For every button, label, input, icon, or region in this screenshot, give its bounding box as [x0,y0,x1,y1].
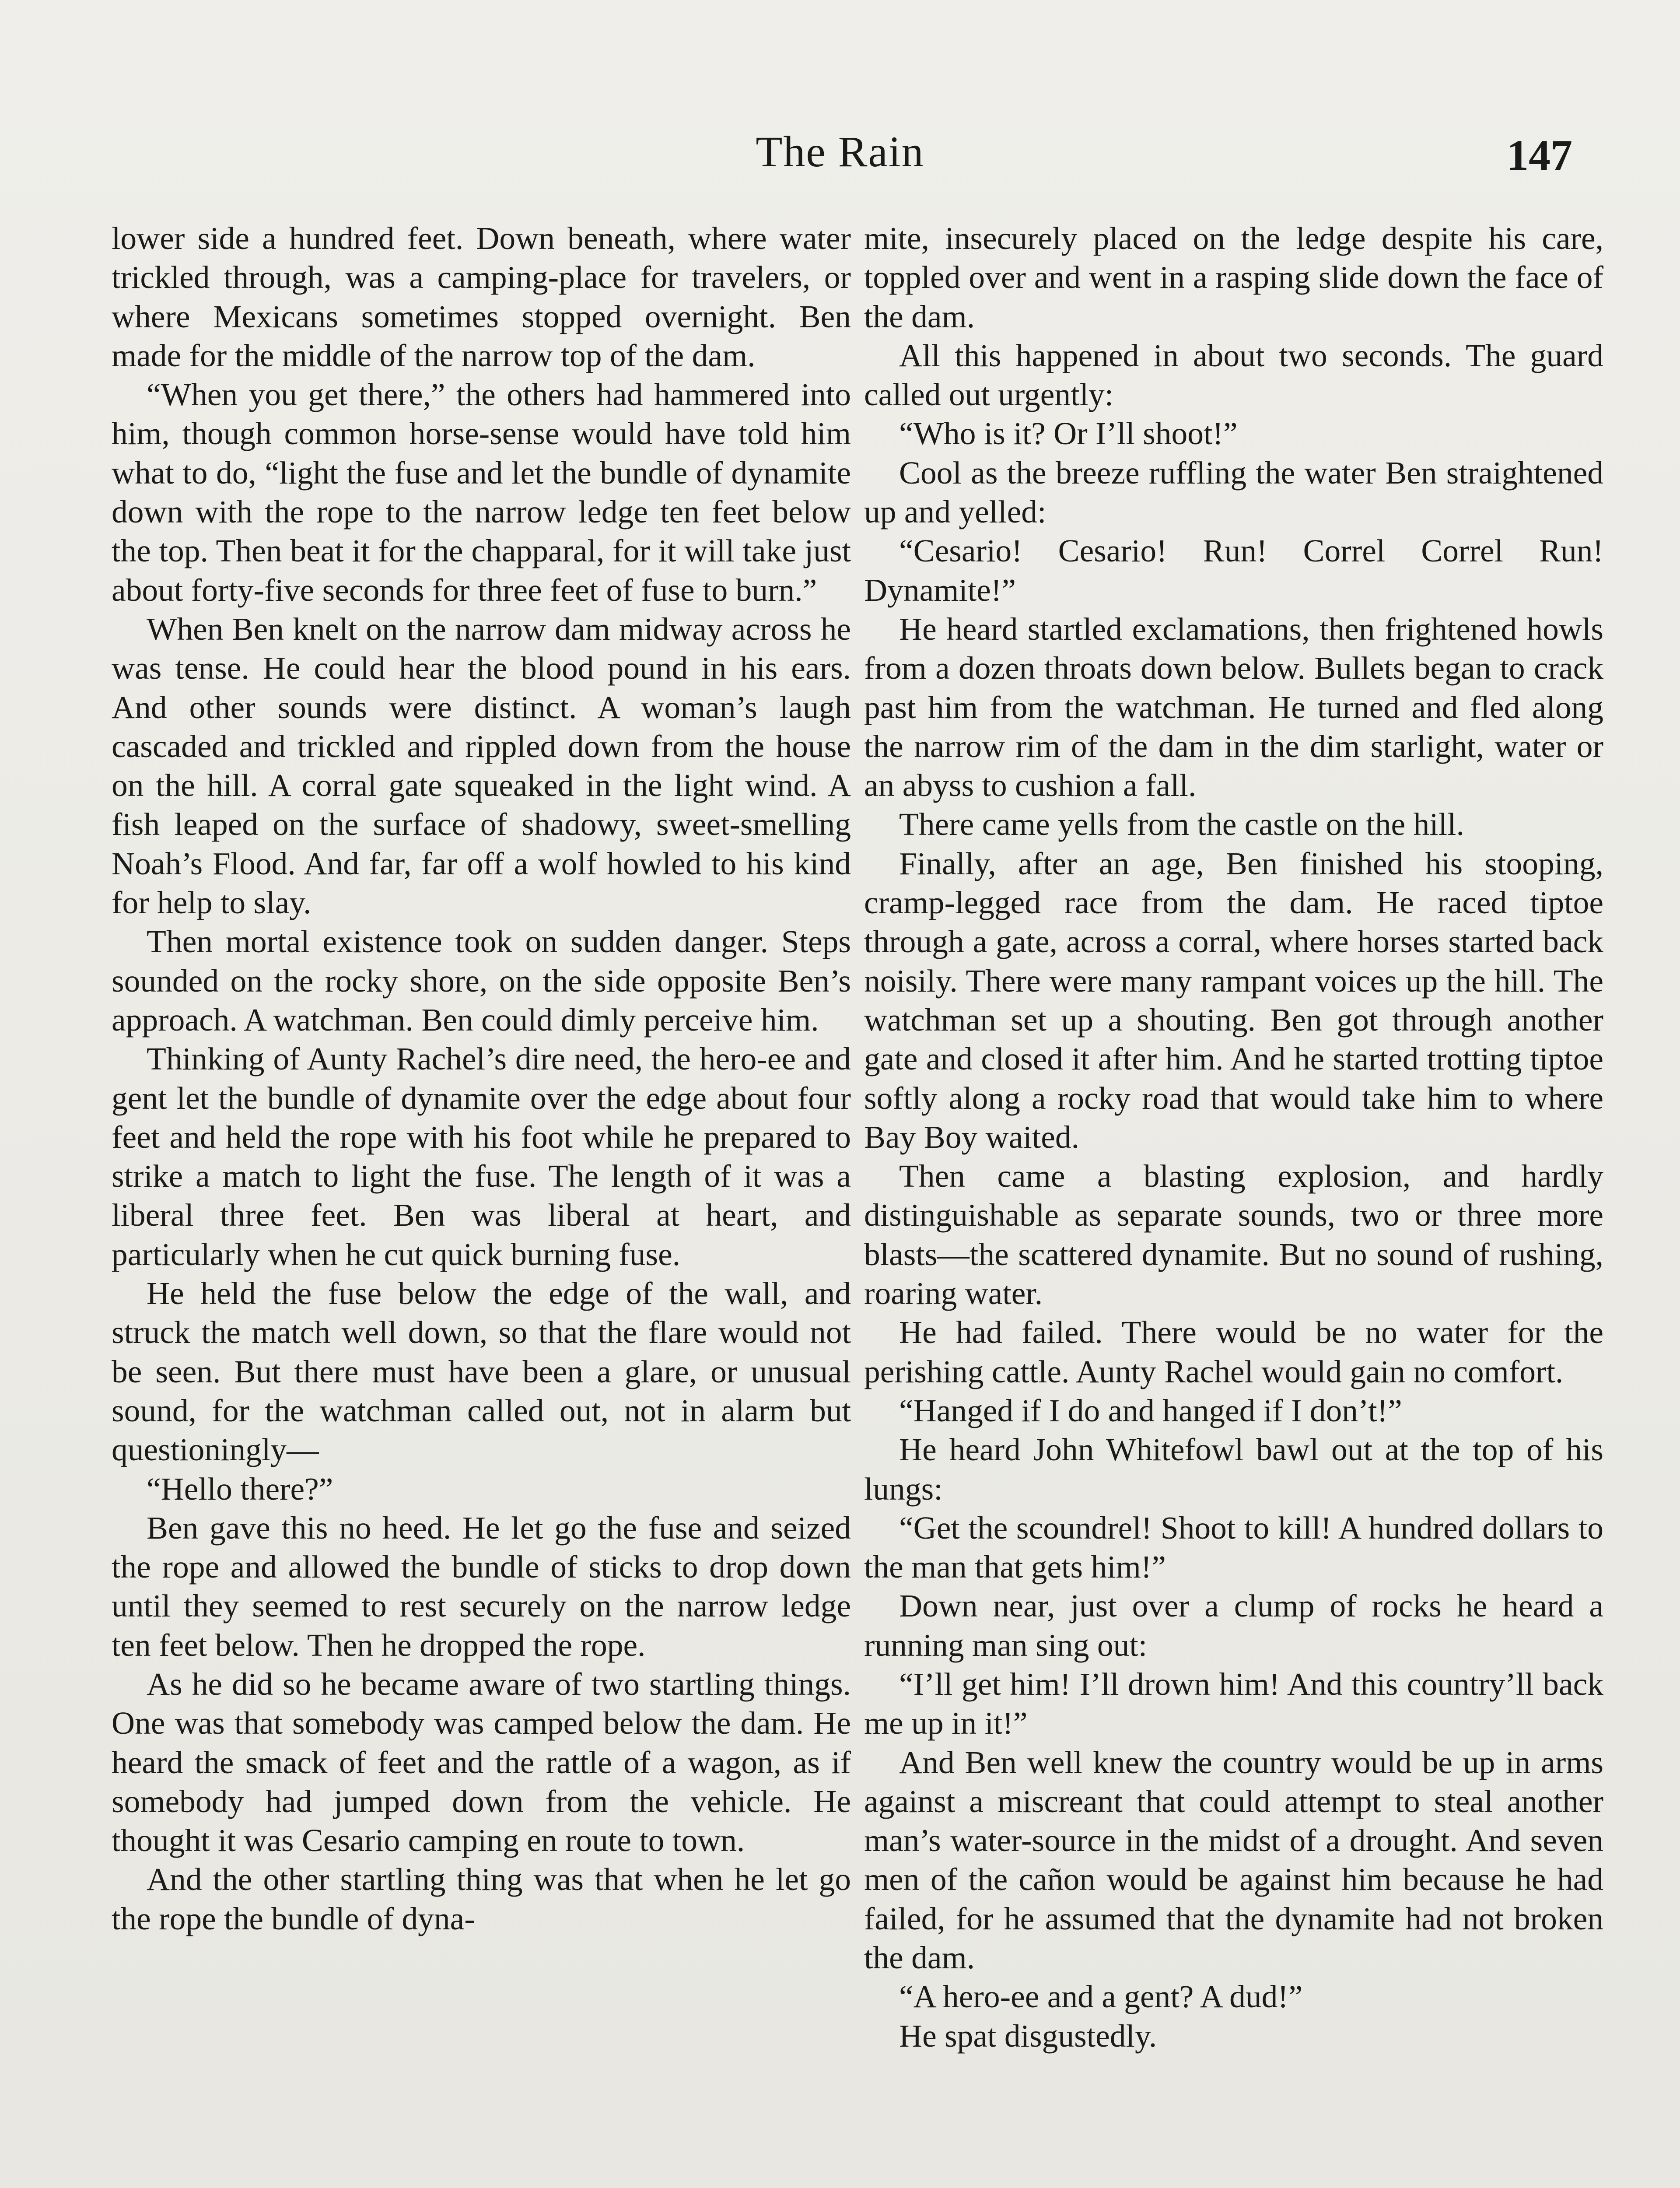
paragraph: “Hanged if I do and hanged if I don’t!” [899,1392,1402,1428]
paragraph: Then mortal existence took on sudden danger. Steps sounded on the rocky shore, on the side opposite Ben’s approach. A watchman. Ben could dimly perceive him. [112,924,851,1038]
paragraph: He held the fuse below the edge of the wall, and struck the match well down, so that the flare would not be seen. But there must have been a glare, or unusual sound, for the watchman called out, not in alarm but questioningly— [112,1276,851,1468]
paragraph: “Get the scoundrel! Shoot to kill! A hundred dollars to the man that gets him!” [864,1510,1603,1585]
left-column [112,219,851,1938]
paragraph: When Ben knelt on the narrow dam midway across he was tense. He could hear the blood pound in his ears. And other sounds were distinct. A woman’s laugh cascaded and trickled and rippled down from the house on the hill. A corral gate squeaked in the light wind. A fish leaped on the surface of shadowy, sweet-smelling Noah’s Flood. And far, far off a wolf howled to his kind for help to slay. [112,611,851,921]
paragraph: “I’ll get him! I’ll drown him! And this country’ll back me up in it!” [864,1666,1603,1741]
paragraph: And the other startling thing was that when he let go the rope the bundle of dyna- [112,1862,851,1936]
paragraph: “Who is it? Or I’ll shoot!” [899,416,1238,452]
paragraph: Ben gave this no heed. He let go the fuse and seized the rope and allowed the bundle of sticks to drop down until they seemed to rest securely on the narrow ledge ten feet below. Then he dropped the rope. [112,1510,851,1663]
paragraph: He had failed. There would be no water for the perishing cattle. Aunty Rachel would gain no comfort. [864,1315,1603,1389]
paragraph: He spat disgustedly. [899,2018,1157,2054]
paragraph: He heard John Whitefowl bawl out at the top of his lungs: [864,1432,1603,1507]
paragraph: Finally, after an age, Ben finished his stooping, cramp-legged race from the dam. He raced tiptoe through a gate, across a corral, where horses started back noisily. There were many rampant voices up the hill. The watchman set up a shouting. Ben got through another gate and closed it after him. And he started trotting tiptoe softly along a rocky road that would take him to where Bay Boy waited. [864,845,1603,1155]
paragraph: “Cesario! Cesario! Run! Correl Correl Run! Dynamite!” [864,533,1603,608]
paragraph: mite, insecurely placed on the ledge despite his care, toppled over and went in a rasping slide down the face of the dam. [864,221,1603,334]
paragraph: He heard startled exclamations, then frightened howls from a dozen throats down below. Bullets began to crack past him from the watchman. He turned and fled along the narrow rim of the dam in the dim starlight, water or an abyss to cushion a fall. [864,611,1603,803]
paragraph: Then came a blasting explosion, and hardly distinguishable as separate sounds, two or three more blasts—the scattered dynamite. But no sound of rushing, roaring water. [864,1158,1603,1311]
running-head-title: The Rain [756,127,924,176]
paragraph: And Ben well knew the country would be up in arms against a miscreant that could attempt to steal another man’s water-source in the midst of a drought. And seven men of the cañon would be against him because he had failed, for he assumed that the dynamite had not broken the dam. [864,1744,1603,1976]
right-column [864,219,1603,2055]
paragraph: Cool as the breeze ruffling the water Ben straightened up and yelled: [864,455,1603,530]
paragraph: “Hello there?” [147,1471,333,1507]
paragraph: All this happened in about two seconds. The guard called out urgently: [864,337,1603,413]
paragraph: “A hero-ee and a gent? A dud!” [899,1979,1303,2015]
paragraph: Down near, just over a clump of rocks he heard a running man sing out: [864,1588,1603,1663]
page-number: 147 [1507,131,1572,179]
paragraph: lower side a hundred feet. Down beneath, where water trickled through, was a camping-place for travelers, or where Mexicans sometimes stopped overnight. Ben made for the middle of the narrow top of the dam. [112,221,851,373]
paragraph: Thinking of Aunty Rachel’s dire need, the hero-ee and gent let the bundle of dynamite over the edge about four feet and held the rope with his foot while he prepared to strike a match to light the fuse. The length of it was a liberal three feet. Ben was liberal at heart, and particularly when he cut quick burning fuse. [112,1041,851,1272]
paragraph: There came yells from the castle on the hill. [899,806,1464,842]
paragraph: As he did so he became aware of two startling things. One was that somebody was camped below the dam. He heard the smack of feet and the rattle of a wagon, as if somebody had jumped down from the vehicle. He thought it was Cesario camping en route to town. [112,1666,851,1858]
paragraph: “When you get there,” the others had hammered into him, though common horse-sense would have told him what to do, “light the fuse and let the bundle of dynamite down with the rope to the narrow ledge ten feet below the top. Then beat it for the chapparal, for it will take just about forty-five seconds for three feet of fuse to burn.” [112,377,851,608]
